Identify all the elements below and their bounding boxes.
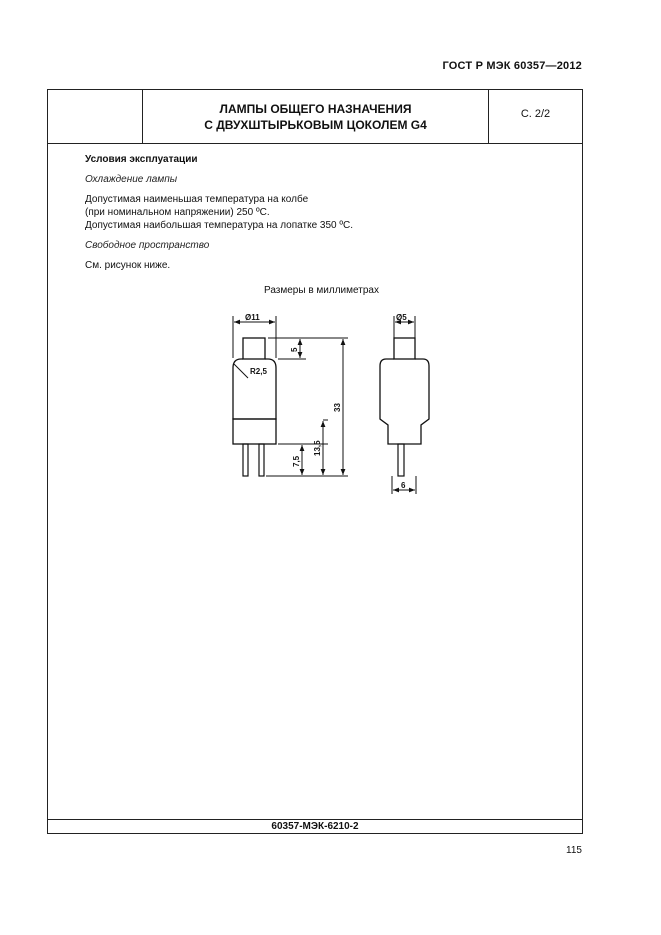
dim-height-33: 33 bbox=[333, 403, 342, 412]
footer-code: 60357-МЭК-6210-2 bbox=[48, 819, 582, 833]
subsection-cooling: Охлаждение лампы bbox=[85, 174, 178, 185]
lamp-front-view bbox=[233, 338, 276, 476]
text-line-4: См. рисунок ниже. bbox=[85, 260, 171, 271]
dim-height-13-5: 13,5 bbox=[313, 440, 322, 456]
dim-diameter-5: Ø5 bbox=[396, 313, 407, 322]
page-number: 115 bbox=[566, 845, 582, 856]
text-line-1: Допустимая наименьшая температура на колбе bbox=[85, 194, 309, 205]
standard-number: ГОСТ Р МЭК 60357—2012 bbox=[442, 60, 582, 72]
figure-caption: Размеры в миллиметрах bbox=[264, 285, 379, 296]
dim-radius: R2,5 bbox=[250, 367, 267, 376]
dim-diameter-11: Ø11 bbox=[245, 313, 260, 322]
dim-height-5: 5 bbox=[290, 347, 299, 352]
lamp-side-view bbox=[380, 338, 429, 476]
text-line-2: (при номинальном напряжении) 250 ºС. bbox=[85, 207, 270, 218]
sheet-number: С. 2/2 bbox=[520, 108, 551, 120]
title-line-2: С ДВУХШТЫРЬКОВЫМ ЦОКОЛЕМ G4 bbox=[204, 117, 427, 132]
dim-height-7-5: 7,5 bbox=[292, 455, 301, 467]
dim-width-6: 6 bbox=[401, 481, 406, 490]
title-line-1: ЛАМПЫ ОБЩЕГО НАЗНАЧЕНИЯ bbox=[219, 101, 412, 116]
text-line-3: Допустимая наибольшая температура на лопатке 350 ºС. bbox=[85, 220, 354, 231]
section-title: Условия эксплуатации bbox=[85, 154, 198, 165]
subsection-free-space: Свободное пространство bbox=[85, 240, 210, 251]
